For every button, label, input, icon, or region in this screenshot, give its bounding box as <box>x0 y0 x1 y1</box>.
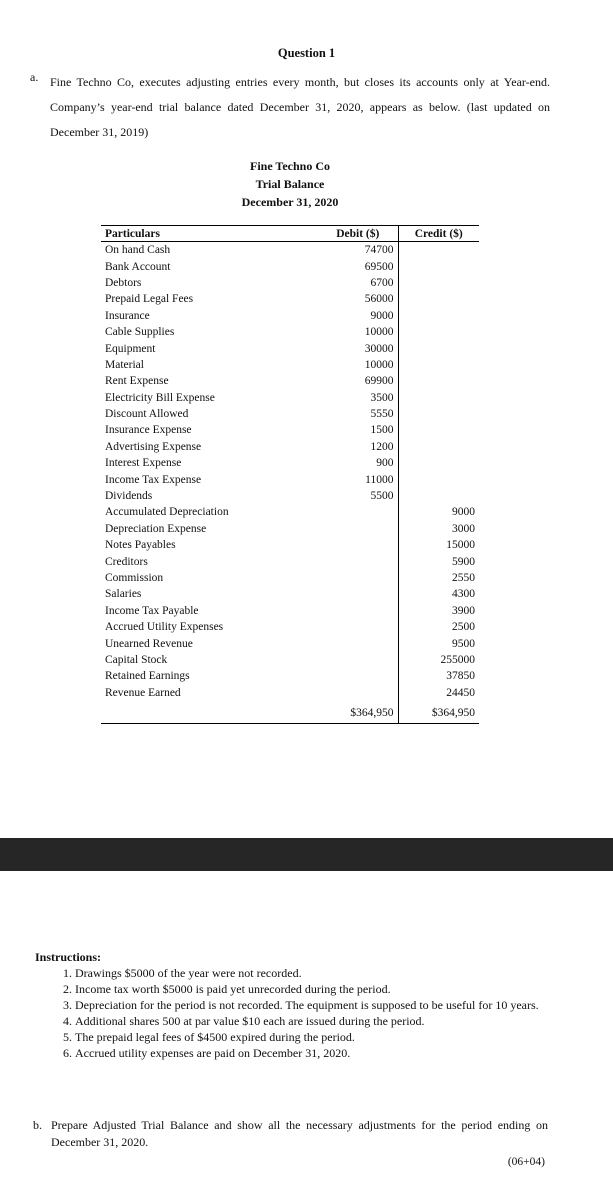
instructions-list <box>35 965 550 1061</box>
debit-amount: 30000 <box>318 340 398 356</box>
statement-title: Trial Balance <box>255 177 325 191</box>
debit-amount <box>318 603 398 619</box>
debit-amount: 5500 <box>318 488 398 504</box>
credit-amount <box>398 242 479 259</box>
table-row <box>101 619 479 635</box>
credit-amount <box>398 340 479 356</box>
account-name: Dividends <box>105 490 153 503</box>
account-name: Electricity Bill Expense <box>105 391 215 404</box>
debit-amount: 10000 <box>318 357 398 373</box>
account-name: Capital Stock <box>105 653 168 666</box>
account-name: Insurance <box>105 309 150 322</box>
debit-amount: 5550 <box>318 406 398 422</box>
marks-allocation: (06+04) <box>507 1156 545 1168</box>
table-row <box>101 521 479 537</box>
trial-balance-table <box>101 225 479 724</box>
debit-amount <box>318 521 398 537</box>
table-row <box>101 504 479 520</box>
credit-amount <box>398 324 479 340</box>
credit-amount <box>398 373 479 389</box>
credit-amount: 255000 <box>440 653 475 666</box>
total-credit: $364,950 <box>398 701 479 724</box>
table-row <box>101 668 479 684</box>
account-name: Income Tax Payable <box>105 604 199 617</box>
credit-amount <box>398 455 479 471</box>
table-row <box>101 291 479 307</box>
account-name: Debtors <box>105 276 142 289</box>
credit-amount <box>398 471 479 487</box>
debit-amount <box>318 668 398 684</box>
credit-amount <box>398 488 479 504</box>
table-row <box>101 258 479 274</box>
credit-amount: 15000 <box>446 539 475 552</box>
table-row <box>101 406 479 422</box>
credit-amount <box>398 439 479 455</box>
credit-amount <box>398 308 479 324</box>
total-debit: $364,950 <box>318 701 398 724</box>
credit-amount: 4300 <box>452 588 475 601</box>
credit-amount: 37850 <box>446 670 475 683</box>
debit-amount: 69500 <box>318 258 398 274</box>
debit-amount: 56000 <box>318 291 398 307</box>
part-b <box>33 1117 548 1151</box>
table-row <box>101 275 479 291</box>
credit-amount <box>398 422 479 438</box>
table-row <box>101 422 479 438</box>
account-name: Unearned Revenue <box>105 637 193 650</box>
credit-amount: 2500 <box>452 621 475 634</box>
account-name: Creditors <box>105 555 148 568</box>
debit-amount: 1200 <box>318 439 398 455</box>
debit-amount <box>318 570 398 586</box>
table-row <box>101 242 479 259</box>
totals-row <box>101 701 479 724</box>
credit-amount <box>398 258 479 274</box>
account-name: Cable Supplies <box>105 326 175 339</box>
account-name: Rent Expense <box>105 375 169 388</box>
account-name: Revenue Earned <box>105 686 181 699</box>
credit-amount <box>398 406 479 422</box>
instructions-section <box>35 950 550 1061</box>
account-name: Depreciation Expense <box>105 522 207 535</box>
account-name: Retained Earnings <box>105 670 190 683</box>
account-name: Equipment <box>105 342 156 355</box>
instruction-item: 4. Additional shares 500 at par value $10 each are issued during the period. <box>75 1013 550 1029</box>
instruction-item: 2. Income tax worth $5000 is paid yet unrecorded during the period. <box>75 981 550 997</box>
account-name: On hand Cash <box>105 244 171 257</box>
account-name: Interest Expense <box>105 457 182 470</box>
credit-amount <box>398 275 479 291</box>
account-name: Bank Account <box>105 260 171 273</box>
account-name: Discount Allowed <box>105 408 189 421</box>
company-name: Fine Techno Co <box>249 159 330 173</box>
debit-amount: 9000 <box>318 308 398 324</box>
instruction-item: 3. Depreciation for the period is not recorded. The equipment is supposed to be useful for 10 years. <box>75 997 550 1013</box>
account-name: Accumulated Depreciation <box>105 506 229 519</box>
account-name: Accrued Utility Expenses <box>105 621 224 634</box>
table-row <box>101 685 479 701</box>
credit-amount <box>398 390 479 406</box>
statement-date: December 31, 2020 <box>241 195 339 209</box>
table-row <box>101 570 479 586</box>
account-name: Advertising Expense <box>105 440 202 453</box>
debit-amount <box>318 652 398 668</box>
debit-amount: 900 <box>318 455 398 471</box>
credit-amount: 9000 <box>452 506 475 519</box>
part-b-letter: b. <box>33 1118 42 1132</box>
header-particulars: Particulars <box>101 226 318 242</box>
table-row <box>101 373 479 389</box>
credit-amount: 2550 <box>452 572 475 584</box>
table-row <box>101 603 479 619</box>
debit-amount <box>318 586 398 602</box>
debit-amount <box>318 635 398 651</box>
table-row <box>101 308 479 324</box>
debit-amount: 74700 <box>318 242 398 259</box>
table-row <box>101 553 479 569</box>
table-row <box>101 586 479 602</box>
account-name: Insurance Expense <box>105 424 192 437</box>
credit-amount: 5900 <box>452 555 475 568</box>
part-a-text: Fine Techno Co, executes adjusting entries every month, but closes its accounts only at Year-end. Company’s year-end trial balance dated December 31, 2020, appears as below. (last updated on December 31, 2019) <box>50 75 550 139</box>
debit-amount: 11000 <box>318 471 398 487</box>
debit-amount <box>318 553 398 569</box>
debit-amount <box>318 504 398 520</box>
account-name: Income Tax Expense <box>105 473 202 486</box>
account-name: Notes Payables <box>105 539 176 552</box>
totals-label <box>101 701 318 724</box>
instruction-item: 5. The prepaid legal fees of $4500 expired during the period. <box>75 1029 550 1045</box>
table-row <box>101 471 479 487</box>
trial-balance-heading <box>180 157 400 211</box>
table-row <box>101 537 479 553</box>
credit-amount: 9500 <box>452 637 475 650</box>
instruction-item: 6. Accrued utility expenses are paid on December 31, 2020. <box>75 1045 550 1061</box>
debit-amount: 69900 <box>318 373 398 389</box>
table-row <box>101 652 479 668</box>
credit-amount: 24450 <box>446 686 475 699</box>
table-row <box>101 635 479 651</box>
part-b-text: Prepare Adjusted Trial Balance and show all the necessary adjustments for the period ending on December 31, 2020. <box>51 1118 548 1149</box>
table-row <box>101 324 479 340</box>
table-row <box>101 439 479 455</box>
credit-amount <box>398 291 479 307</box>
account-name: Material <box>105 358 144 371</box>
debit-amount <box>318 685 398 701</box>
debit-amount <box>318 537 398 553</box>
account-name: Salaries <box>105 588 142 601</box>
table-row <box>101 488 479 504</box>
account-name: Prepaid Legal Fees <box>105 293 194 306</box>
credit-amount <box>398 357 479 373</box>
debit-amount <box>318 619 398 635</box>
part-a-letter: a. <box>30 70 39 84</box>
header-debit: Debit ($) <box>318 226 398 242</box>
debit-amount: 6700 <box>318 275 398 291</box>
debit-amount: 10000 <box>318 324 398 340</box>
header-credit: Credit ($) <box>398 226 479 242</box>
table-header-row <box>101 226 479 242</box>
account-name: Commission <box>105 572 164 584</box>
instruction-item: 1. Drawings $5000 of the year were not recorded. <box>75 965 550 981</box>
table-row <box>101 340 479 356</box>
table-row <box>101 455 479 471</box>
credit-amount: 3900 <box>452 604 475 617</box>
question-title: Question 1 <box>277 46 336 60</box>
credit-amount: 3000 <box>452 522 475 535</box>
table-row <box>101 390 479 406</box>
instructions-title: Instructions: <box>35 950 102 964</box>
dark-separator-band <box>0 838 613 871</box>
debit-amount: 3500 <box>318 390 398 406</box>
table-body <box>101 242 479 724</box>
debit-amount: 1500 <box>318 422 398 438</box>
table-row <box>101 357 479 373</box>
